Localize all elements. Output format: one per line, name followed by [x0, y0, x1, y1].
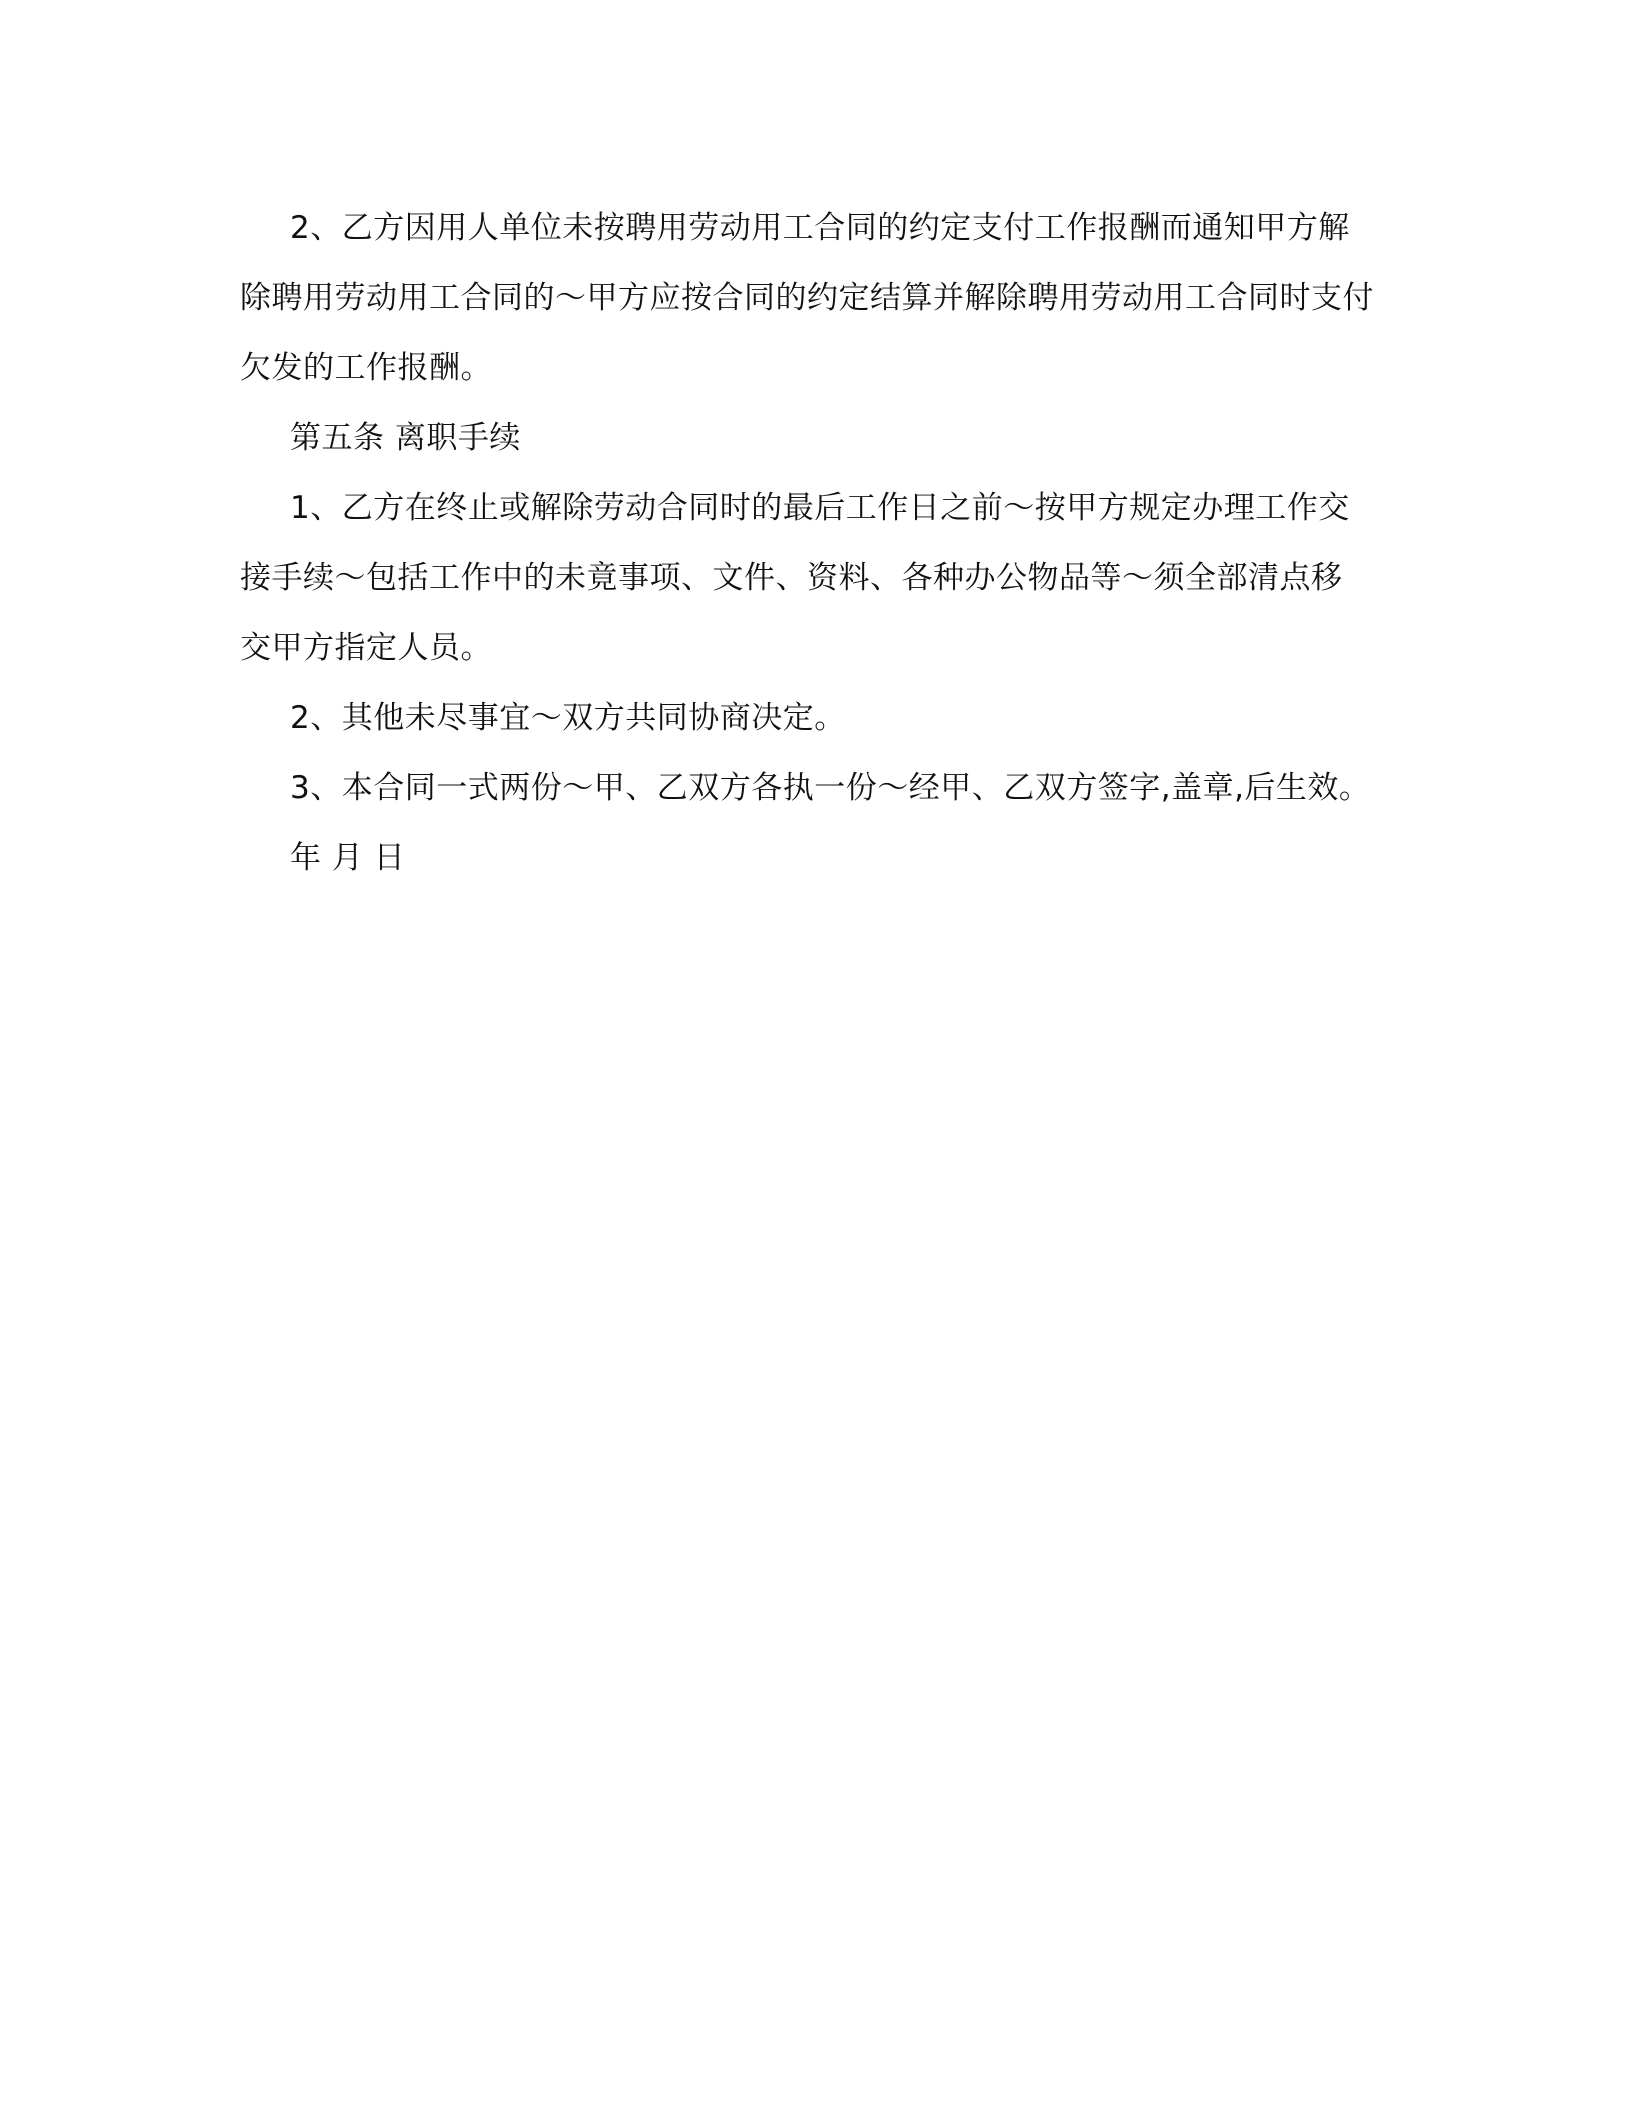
document-body [240, 193, 1390, 893]
clause-2-line-3: 欠发的工作报酬。 [240, 350, 492, 386]
clause-2-line-1: 2、乙方因用人单位未按聘用劳动用工合同的约定支付工作报酬而通知甲方解 [290, 210, 1350, 246]
article-5-item-1-line-1: 1、乙方在终止或解除劳动合同时的最后工作日之前～按甲方规定办理工作交 [290, 490, 1350, 526]
article-5-item-2: 2、其他未尽事宜～双方共同协商决定。 [290, 700, 846, 736]
article-5-item-3: 3、本合同一式两份～甲、乙双方各执一份～经甲、乙双方签字,盖章,后生效。 [290, 770, 1371, 806]
article-5-item-1-line-3: 交甲方指定人员。 [240, 630, 492, 666]
clause-2-line-2: 除聘用劳动用工合同的～甲方应按合同的约定结算并解除聘用劳动用工合同时支付 [240, 280, 1374, 316]
date-line: 年 月 日 [290, 840, 406, 876]
article-5-item-1-line-2: 接手续～包括工作中的未竟事项、文件、资料、各种办公物品等～须全部清点移 [240, 560, 1343, 596]
article-5-heading: 第五条 离职手续 [290, 420, 521, 456]
